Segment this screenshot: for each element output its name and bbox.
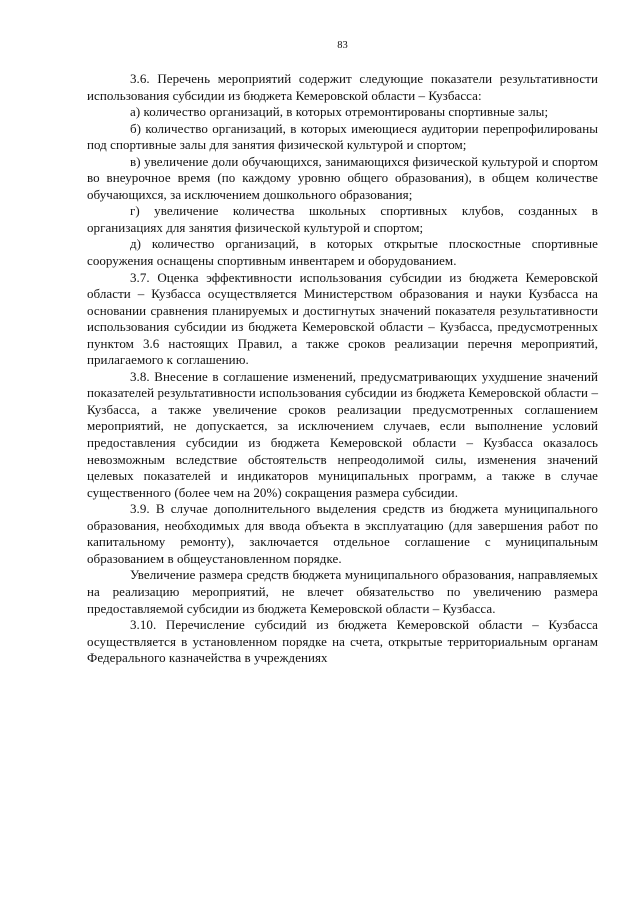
list-item-a: а) количество организаций, в которых отремонтированы спортивные залы; (130, 104, 549, 120)
list-item-b: б) количество организаций, в которых имеющиеся аудитории перепрофилированы под спортивные залы для занятия физической культурой и спортом; (87, 120, 598, 153)
paragraph-3-8: 3.8. Внесение в соглашение изменений, предусматривающих ухудшение значений показателей результативности использования субсидии из бюджета Кемеровской области – Кузбасса, а также увеличение сроков реализации предусмотренных соглашением мероприятий, не допускается, за исключением случаев, если выполнение условий предоставления субсидии из бюджета Кемеровской области – Кузбасса оказалось невозможным вследствие обстоятельств непреодолимой силы, изменения значений целевых показателей и индикаторов муниципальных программ, а также в случае существенного (более чем на 20%) сокращения размера субсидии. (87, 368, 598, 500)
list-item-g: г) увеличение количества школьных спортивных клубов, созданных в организациях для занятия физической культурой и спортом; (87, 203, 598, 235)
list-item-v: в) увеличение доли обучающихся, занимающихся физической культурой и спортом во внеурочное время (по каждому уровню общего образования), в общем количестве обучающихся, за исключением дошкольного образования; (87, 153, 598, 202)
paragraph-3-9: 3.9. В случае дополнительного выделения средств из бюджета муниципального образования, необходимых для ввода объекта в эксплуатацию (для завершения работ по капитальному ремонту), заключается отдельное соглашение с муниципальным образованием в общеустановленном порядке. (87, 501, 598, 566)
paragraph-3-6: 3.6. Перечень мероприятий содержит следующие показатели результативности использования субсидии из бюджета Кемеровской области – Кузбасса: (87, 71, 598, 103)
paragraph-budget-increase: Увеличение размера средств бюджета муниципального образования, направляемых на реализацию мероприятий, не влечет обязательство по увеличению размера предоставляемой субсидии из бюджета Кемеровской области – Кузбасса. (87, 567, 598, 616)
list-item-d: д) количество организаций, в которых открытые плоскостные спортивные сооружения оснащены спортивным инвентарем и оборудованием. (87, 236, 598, 269)
paragraph-3-7: 3.7. Оценка эффективности использования субсидии из бюджета Кемеровской области – Кузбасса осуществляется Министерством образования и науки Кузбасса на основании сравнения планируемых и достигнутых значений показателя результативности использования субсидии из бюджета Кемеровской области – Кузбасса, предусмотренных пунктом 3.6 настоящих Правил, а также сроков реализации перечня мероприятий, прилагаемого к соглашению. (87, 269, 598, 368)
page-number: 83 (337, 40, 348, 51)
paragraph-3-10: 3.10. Перечисление субсидий из бюджета Кемеровской области – Кузбасса осуществляется в установленном порядке на счета, открытые территориальным органам Федерального казначейства в учреждениях (87, 617, 598, 666)
